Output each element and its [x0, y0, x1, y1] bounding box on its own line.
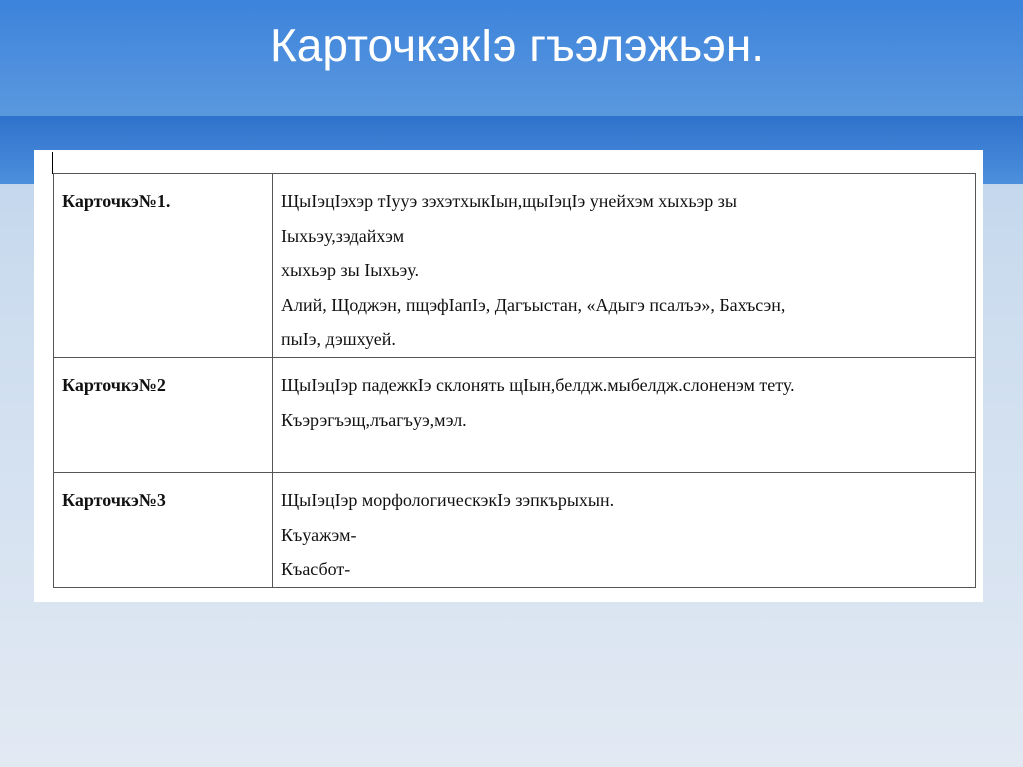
card-text-line: ЩыIэцIэхэр тIууэ зэхэтхыкIын,щыIэцIэ унейхэм хыхьэр зы [281, 191, 737, 211]
card-label-cell [54, 473, 273, 588]
cards-table [53, 173, 976, 588]
card-text-line: Къуажэм- [281, 524, 357, 545]
card-text-line: Iыхьэу,зэдайхэм [281, 225, 405, 246]
card-label-cell [54, 174, 273, 358]
card-text-line: пыIэ, дэшхуей. [281, 329, 396, 349]
card-content-cell [273, 473, 976, 588]
card-text-line: хыхьэр зы Iыхьэу. [281, 260, 419, 280]
card-label: Карточкэ№2 [62, 375, 166, 395]
card-text-line: Къэрэгъэщ,лъагъуэ,мэл. [281, 409, 467, 430]
card-text-line: ЩыIэцIэр морфологическэкIэ зэпкърыхын. [281, 490, 615, 510]
card-label: Карточкэ№3 [62, 490, 166, 510]
table-row [54, 473, 976, 588]
card-content-cell [273, 358, 976, 473]
card-text-line: Къасбот- [281, 559, 351, 579]
card-content-cell [273, 174, 976, 358]
card-text-line: ЩыIэцIэр падежкIэ склонять щIын,белдж.мыбелдж.слоненэм тету. [281, 375, 795, 395]
slide-title: КарточкэкIэ гъэлэжьэн. [270, 19, 765, 71]
card-text-line: Алий, Щоджэн, пщэфIапIэ, Дагъыстан, «Адыгэ псалъэ», Бахъсэн, [281, 294, 786, 315]
table-row [54, 174, 976, 358]
table-row [54, 358, 976, 473]
text-cursor [52, 152, 53, 174]
card-label-cell [54, 358, 273, 473]
card-label: Карточкэ№1. [62, 191, 171, 211]
